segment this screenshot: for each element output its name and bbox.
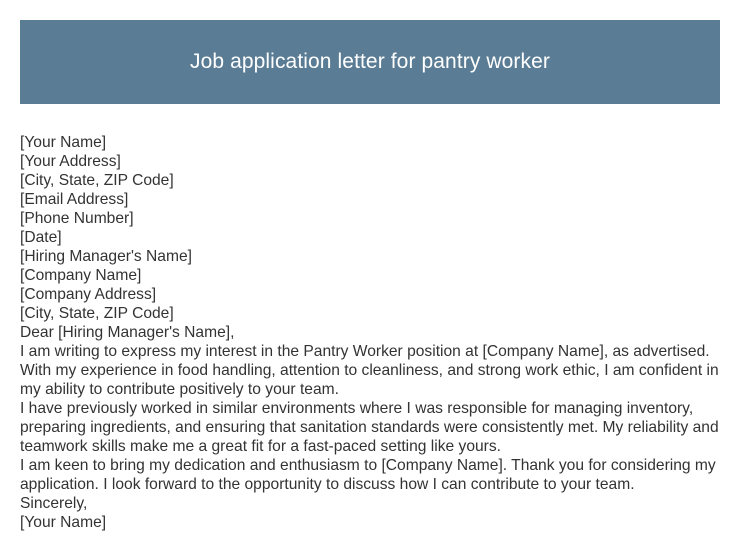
paragraph-closing: I am keen to bring my dedication and enthusiasm to [Company Name]. Thank you for considering my application. I look forward to the opportunity to discuss how I can contribute to your team.	[20, 457, 716, 493]
recipient-name: [Hiring Manager's Name]	[20, 248, 192, 265]
company-address: [Company Address]	[20, 286, 157, 303]
sender-address: [Your Address]	[20, 153, 121, 170]
letter-date: [Date]	[20, 229, 62, 246]
title-banner	[20, 20, 720, 104]
paragraph-intro: I am writing to express my interest in the Pantry Worker position at [Company Name], as advertised. With my experience in food handling, attention to cleanliness, and strong work ethic, I am confident in my ability to contribute positively to your team.	[20, 343, 719, 398]
company-city: [City, State, ZIP Code]	[20, 305, 174, 322]
closing: Sincerely,	[20, 495, 88, 512]
sender-email: [Email Address]	[20, 191, 129, 208]
page-title: Job application letter for pantry worker	[189, 50, 550, 73]
company-name: [Company Name]	[20, 267, 142, 284]
paragraph-experience: I have previously worked in similar environments where I was responsible for managing inventory, preparing ingredients, and ensuring that sanitation standards were consistently met. My reliability and teamwork skills make me a great fit for a fast-paced setting like yours.	[20, 400, 719, 455]
sender-city: [City, State, ZIP Code]	[20, 172, 174, 189]
sender-name: [Your Name]	[20, 134, 107, 151]
signature: [Your Name]	[20, 514, 107, 531]
sender-phone: [Phone Number]	[20, 210, 134, 227]
letter-body	[20, 133, 724, 532]
salutation: Dear [Hiring Manager's Name],	[20, 324, 235, 341]
